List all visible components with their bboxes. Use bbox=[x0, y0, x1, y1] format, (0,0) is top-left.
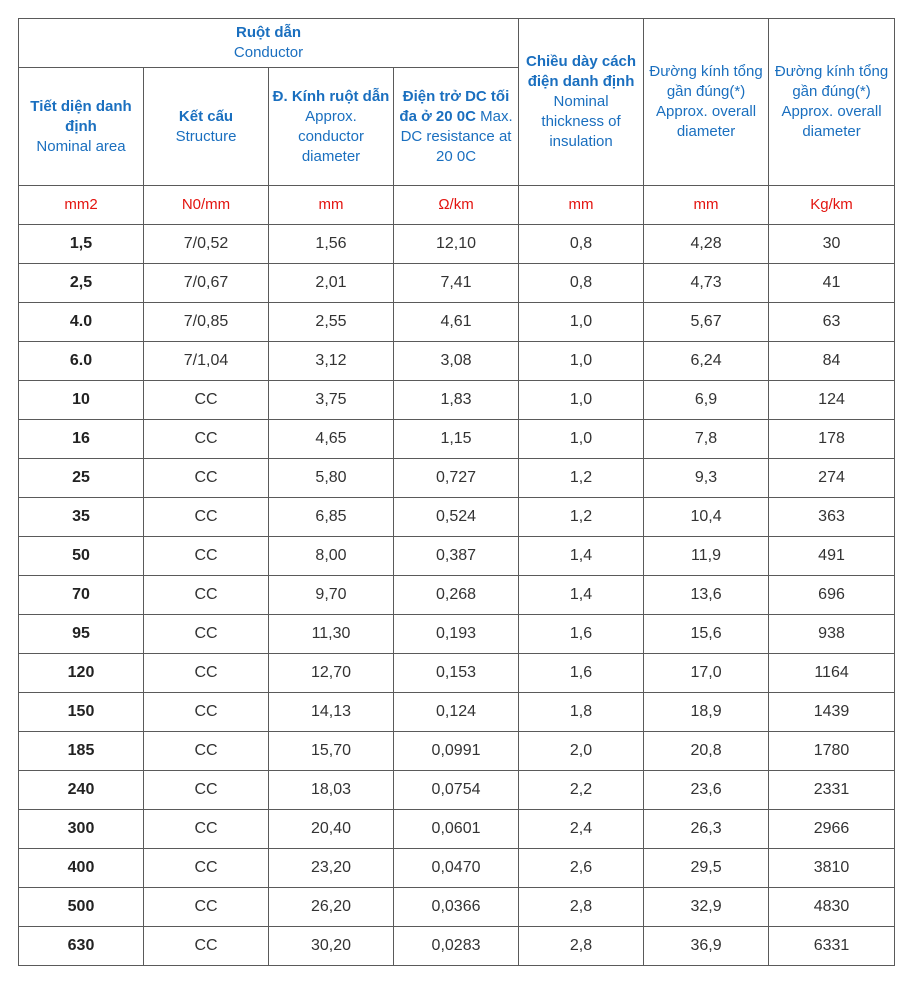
table-cell: 0,387 bbox=[394, 537, 519, 576]
table-cell: 0,0366 bbox=[394, 888, 519, 927]
table-cell: 7/0,52 bbox=[144, 225, 269, 264]
table-cell: CC bbox=[144, 459, 269, 498]
table-cell: 2,55 bbox=[269, 303, 394, 342]
table-cell: 1,2 bbox=[519, 459, 644, 498]
table-cell: 1,2 bbox=[519, 498, 644, 537]
unit-cell: mm2 bbox=[19, 186, 144, 225]
table-cell: CC bbox=[144, 732, 269, 771]
table-cell: 2331 bbox=[769, 771, 895, 810]
table-cell: 10,4 bbox=[644, 498, 769, 537]
table-cell: CC bbox=[144, 498, 269, 537]
table-cell: 0,153 bbox=[394, 654, 519, 693]
table-cell: 1,8 bbox=[519, 693, 644, 732]
table-cell: 0,524 bbox=[394, 498, 519, 537]
table-cell: 3,75 bbox=[269, 381, 394, 420]
header-row-1 bbox=[19, 19, 895, 68]
overall-diameter-header bbox=[644, 19, 769, 186]
diameter-header-en: Approx. conductor diameter bbox=[298, 107, 364, 165]
table-cell: 1164 bbox=[769, 654, 895, 693]
table-cell: 2,2 bbox=[519, 771, 644, 810]
conductor-group-header bbox=[19, 19, 519, 68]
table-cell: 9,3 bbox=[644, 459, 769, 498]
table-cell: 1,0 bbox=[519, 420, 644, 459]
table-cell: 1,4 bbox=[519, 537, 644, 576]
table-cell: 20,40 bbox=[269, 810, 394, 849]
table-cell: 70 bbox=[19, 576, 144, 615]
table-row bbox=[19, 381, 895, 420]
table-cell: CC bbox=[144, 849, 269, 888]
table-cell: CC bbox=[144, 927, 269, 966]
table-cell: 4.0 bbox=[19, 303, 144, 342]
table-cell: 18,03 bbox=[269, 771, 394, 810]
table-cell: 10 bbox=[19, 381, 144, 420]
table-cell: 3,12 bbox=[269, 342, 394, 381]
table-cell: 2,6 bbox=[519, 849, 644, 888]
table-cell: 50 bbox=[19, 537, 144, 576]
table-cell: CC bbox=[144, 381, 269, 420]
table-row bbox=[19, 342, 895, 381]
resistance-header-vi: Điện trở DC tối đa ở 20 0C bbox=[399, 87, 510, 125]
table-row bbox=[19, 576, 895, 615]
table-cell: 1,15 bbox=[394, 420, 519, 459]
table-cell: 1,6 bbox=[519, 615, 644, 654]
table-cell: 178 bbox=[769, 420, 895, 459]
table-cell: 9,70 bbox=[269, 576, 394, 615]
table-cell: 7/1,04 bbox=[144, 342, 269, 381]
table-cell: 84 bbox=[769, 342, 895, 381]
table-cell: 15,6 bbox=[644, 615, 769, 654]
table-cell: 36,9 bbox=[644, 927, 769, 966]
table-cell: 6.0 bbox=[19, 342, 144, 381]
table-cell: CC bbox=[144, 693, 269, 732]
table-cell: 0,727 bbox=[394, 459, 519, 498]
table-cell: 7/0,85 bbox=[144, 303, 269, 342]
units-row bbox=[19, 186, 895, 225]
table-cell: 2,8 bbox=[519, 927, 644, 966]
conductor-header-vi: Ruột dẫn bbox=[236, 24, 302, 41]
unit-cell: mm bbox=[519, 186, 644, 225]
table-cell: 30 bbox=[769, 225, 895, 264]
table-cell: 1,0 bbox=[519, 342, 644, 381]
table-cell: 20,8 bbox=[644, 732, 769, 771]
table-cell: 938 bbox=[769, 615, 895, 654]
table-cell: 1,0 bbox=[519, 303, 644, 342]
unit-cell: Ω/km bbox=[394, 186, 519, 225]
table-cell: 1780 bbox=[769, 732, 895, 771]
table-cell: 4,73 bbox=[644, 264, 769, 303]
table-cell: 41 bbox=[769, 264, 895, 303]
table-cell: CC bbox=[144, 888, 269, 927]
table-cell: 696 bbox=[769, 576, 895, 615]
table-row bbox=[19, 420, 895, 459]
table-cell: 12,70 bbox=[269, 654, 394, 693]
table-cell: 120 bbox=[19, 654, 144, 693]
resistance-header bbox=[394, 68, 519, 186]
table-cell: 23,6 bbox=[644, 771, 769, 810]
table-cell: 5,67 bbox=[644, 303, 769, 342]
table-cell: 17,0 bbox=[644, 654, 769, 693]
table-cell: CC bbox=[144, 615, 269, 654]
structure-header bbox=[144, 68, 269, 186]
structure-header-en: Structure bbox=[175, 127, 237, 145]
table-cell: 274 bbox=[769, 459, 895, 498]
table-cell: 0,0601 bbox=[394, 810, 519, 849]
table-cell: 1,5 bbox=[19, 225, 144, 264]
overall-header-vi: Đường kính tổng gần đúng(*) bbox=[649, 63, 763, 100]
cable-spec-table bbox=[18, 18, 895, 966]
table-cell: 6331 bbox=[769, 927, 895, 966]
area-header bbox=[19, 68, 144, 186]
table-cell: 1,4 bbox=[519, 576, 644, 615]
table-cell: 1,83 bbox=[394, 381, 519, 420]
table-cell: 63 bbox=[769, 303, 895, 342]
table-row bbox=[19, 771, 895, 810]
table-cell: 7/0,67 bbox=[144, 264, 269, 303]
table-cell: 15,70 bbox=[269, 732, 394, 771]
table-row bbox=[19, 693, 895, 732]
table-cell: 8,00 bbox=[269, 537, 394, 576]
table-cell: 25 bbox=[19, 459, 144, 498]
table-row bbox=[19, 537, 895, 576]
area-header-vi: Tiết diện danh định bbox=[30, 97, 132, 135]
table-cell: 2,4 bbox=[519, 810, 644, 849]
table-cell: 1,6 bbox=[519, 654, 644, 693]
table-cell: 1,56 bbox=[269, 225, 394, 264]
table-cell: 26,3 bbox=[644, 810, 769, 849]
table-cell: 491 bbox=[769, 537, 895, 576]
table-row bbox=[19, 498, 895, 537]
diameter-header bbox=[269, 68, 394, 186]
table-cell: 150 bbox=[19, 693, 144, 732]
table-row bbox=[19, 732, 895, 771]
unit-cell: Kg/km bbox=[769, 186, 895, 225]
table-cell: 4,28 bbox=[644, 225, 769, 264]
table-cell: 35 bbox=[19, 498, 144, 537]
table-cell: 0,8 bbox=[519, 225, 644, 264]
table-cell: 0,124 bbox=[394, 693, 519, 732]
table-cell: 185 bbox=[19, 732, 144, 771]
table-cell: 2,0 bbox=[519, 732, 644, 771]
table-cell: CC bbox=[144, 810, 269, 849]
table-cell: 4,65 bbox=[269, 420, 394, 459]
table-cell: 500 bbox=[19, 888, 144, 927]
table-cell: 2,5 bbox=[19, 264, 144, 303]
weight-header-en: Approx. overall diameter bbox=[781, 103, 882, 140]
table-cell: CC bbox=[144, 420, 269, 459]
table-cell: 32,9 bbox=[644, 888, 769, 927]
table-cell: 7,41 bbox=[394, 264, 519, 303]
table-row bbox=[19, 654, 895, 693]
table-cell: 630 bbox=[19, 927, 144, 966]
insulation-header bbox=[519, 19, 644, 186]
table-cell: 11,30 bbox=[269, 615, 394, 654]
table-cell: 6,24 bbox=[644, 342, 769, 381]
diameter-header-vi: Đ. Kính ruột dẫn bbox=[272, 87, 390, 105]
table-cell: 0,0470 bbox=[394, 849, 519, 888]
table-cell: 0,0754 bbox=[394, 771, 519, 810]
table-cell: 0,268 bbox=[394, 576, 519, 615]
table-cell: 400 bbox=[19, 849, 144, 888]
table-row bbox=[19, 303, 895, 342]
table-cell: 124 bbox=[769, 381, 895, 420]
table-cell: 7,8 bbox=[644, 420, 769, 459]
table-cell: 12,10 bbox=[394, 225, 519, 264]
table-cell: 2,8 bbox=[519, 888, 644, 927]
table-cell: CC bbox=[144, 771, 269, 810]
table-cell: 18,9 bbox=[644, 693, 769, 732]
table-cell: 11,9 bbox=[644, 537, 769, 576]
table-cell: 16 bbox=[19, 420, 144, 459]
table-cell: 2,01 bbox=[269, 264, 394, 303]
table-cell: 30,20 bbox=[269, 927, 394, 966]
table-cell: 240 bbox=[19, 771, 144, 810]
insulation-header-en: Nominal thickness of insulation bbox=[541, 93, 621, 150]
table-row bbox=[19, 888, 895, 927]
unit-cell: mm bbox=[644, 186, 769, 225]
table-cell: 1439 bbox=[769, 693, 895, 732]
table-cell: 4,61 bbox=[394, 303, 519, 342]
weight-header bbox=[769, 19, 895, 186]
table-row bbox=[19, 849, 895, 888]
structure-header-vi: Kết cấu bbox=[178, 107, 234, 125]
table-cell: 2966 bbox=[769, 810, 895, 849]
table-cell: 1,0 bbox=[519, 381, 644, 420]
resistance-header-en: Max. DC resistance at 20 0C bbox=[400, 107, 513, 165]
table-cell: 4830 bbox=[769, 888, 895, 927]
table-row bbox=[19, 264, 895, 303]
table-cell: 0,0283 bbox=[394, 927, 519, 966]
table-cell: 23,20 bbox=[269, 849, 394, 888]
table-cell: 0,8 bbox=[519, 264, 644, 303]
spec-table-container bbox=[18, 18, 895, 966]
table-cell: CC bbox=[144, 654, 269, 693]
insulation-header-vi: Chiều dày cách điện danh định bbox=[526, 53, 637, 90]
table-cell: 29,5 bbox=[644, 849, 769, 888]
table-cell: 3810 bbox=[769, 849, 895, 888]
table-cell: 26,20 bbox=[269, 888, 394, 927]
table-cell: 300 bbox=[19, 810, 144, 849]
table-cell: 0,193 bbox=[394, 615, 519, 654]
table-row bbox=[19, 927, 895, 966]
table-cell: CC bbox=[144, 576, 269, 615]
table-row bbox=[19, 225, 895, 264]
table-cell: 95 bbox=[19, 615, 144, 654]
table-row bbox=[19, 810, 895, 849]
table-cell: 5,80 bbox=[269, 459, 394, 498]
table-row bbox=[19, 459, 895, 498]
table-cell: 13,6 bbox=[644, 576, 769, 615]
table-cell: 363 bbox=[769, 498, 895, 537]
unit-cell: N0/mm bbox=[144, 186, 269, 225]
weight-header-vi: Đường kính tổng gần đúng(*) bbox=[774, 63, 889, 100]
table-cell: 14,13 bbox=[269, 693, 394, 732]
table-cell: 0,0991 bbox=[394, 732, 519, 771]
conductor-header-en: Conductor bbox=[233, 44, 304, 61]
table-cell: 3,08 bbox=[394, 342, 519, 381]
table-cell: CC bbox=[144, 537, 269, 576]
unit-cell: mm bbox=[269, 186, 394, 225]
area-header-en: Nominal area bbox=[36, 137, 126, 155]
table-row bbox=[19, 615, 895, 654]
overall-header-en: Approx. overall diameter bbox=[656, 103, 757, 140]
table-cell: 6,9 bbox=[644, 381, 769, 420]
table-cell: 6,85 bbox=[269, 498, 394, 537]
